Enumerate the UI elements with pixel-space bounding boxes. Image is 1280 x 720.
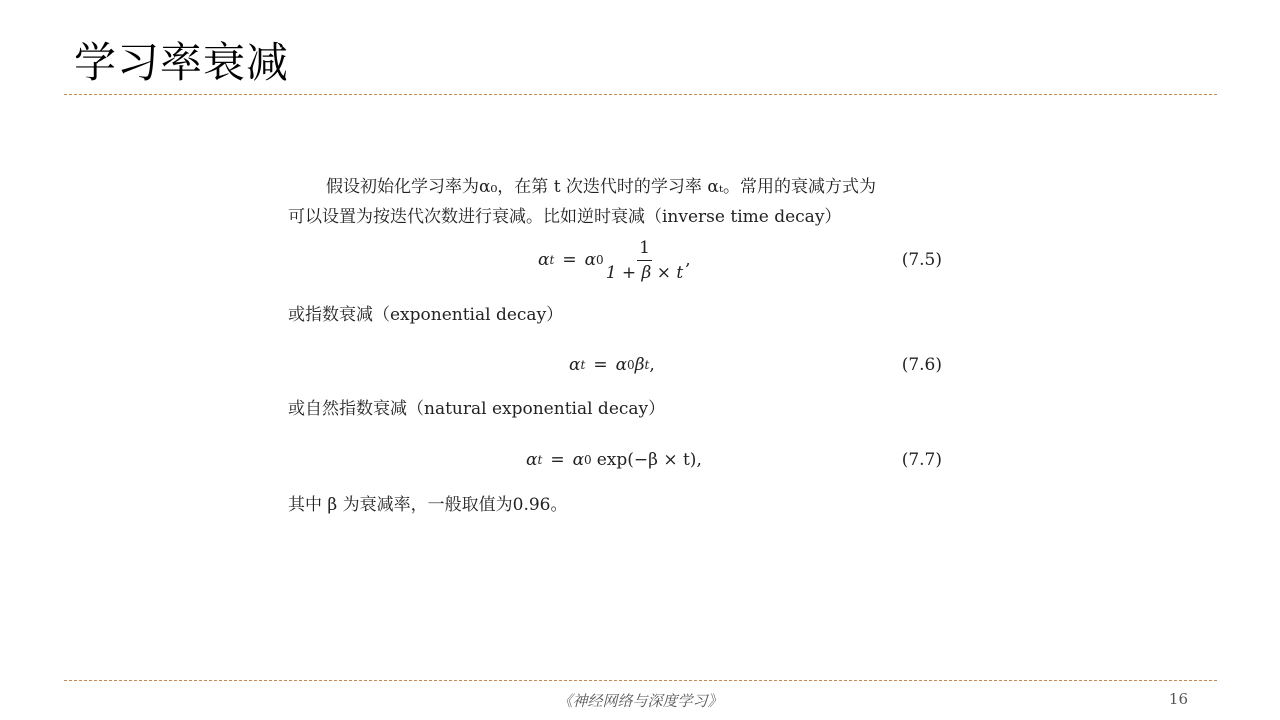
- eq1-lhs-sub: t: [549, 253, 555, 267]
- eq3-equals: =: [550, 450, 565, 470]
- eq1-comma: ,: [685, 250, 691, 270]
- eq1-equals: =: [562, 250, 577, 270]
- eq3-comma: ,: [696, 450, 702, 470]
- decay-rate-note: 其中 β 为衰减率，一般取值为0.96。: [288, 495, 568, 515]
- footer-book-title: 《神经网络与深度学习》: [557, 692, 723, 710]
- eq1-numerator: 1: [637, 238, 652, 261]
- eq2-lhs-sub: t: [580, 358, 586, 372]
- eq2-lhs: α: [569, 355, 581, 375]
- eq2-number: (7.6): [901, 355, 942, 375]
- title-divider: [64, 94, 1217, 95]
- equation-natural-exponential-decay: [288, 440, 942, 480]
- eq1-lhs: α: [538, 250, 550, 270]
- eq2-comma: ,: [649, 355, 655, 375]
- eq2-alpha0: α: [615, 355, 628, 375]
- eq3-lhs-sub: t: [537, 453, 543, 467]
- intro-line-1: 假设初始化学习率为α₀，在第 t 次迭代时的学习率 αₜ。常用的衰减方式为: [326, 177, 877, 197]
- eq3-body: exp(−β × t): [596, 450, 697, 470]
- exp-decay-label: 或指数衰减（exponential decay）: [288, 305, 564, 325]
- eq3-number: (7.7): [901, 450, 942, 470]
- eq2-alpha0-sub: 0: [627, 358, 635, 372]
- eq2-equals: =: [593, 355, 608, 375]
- eq3-lhs: α: [526, 450, 538, 470]
- eq3-alpha0: α: [572, 450, 585, 470]
- footer-divider: [64, 680, 1217, 681]
- equation-exponential-decay: [288, 345, 942, 385]
- page-number: 16: [1168, 690, 1188, 708]
- eq1-alpha0-sub: 0: [596, 253, 604, 267]
- eq2-beta: β: [634, 355, 645, 375]
- eq2-beta-sup: t: [644, 358, 650, 372]
- natural-exp-decay-label: 或自然指数衰减（natural exponential decay）: [288, 399, 666, 419]
- eq3-alpha0-sub: 0: [584, 453, 592, 467]
- slide-title: 学习率衰减: [74, 38, 290, 87]
- intro-paragraph: [288, 172, 942, 232]
- eq1-alpha0: α: [584, 250, 597, 270]
- intro-line-2: 可以设置为按迭代次数进行衰减。比如逆时衰减（inverse time decay）: [288, 207, 842, 227]
- eq1-fraction: [606, 238, 684, 283]
- eq1-number: (7.5): [901, 250, 942, 270]
- equation-inverse-time-decay: [288, 237, 942, 283]
- eq1-denominator: 1 + β × t: [605, 262, 684, 283]
